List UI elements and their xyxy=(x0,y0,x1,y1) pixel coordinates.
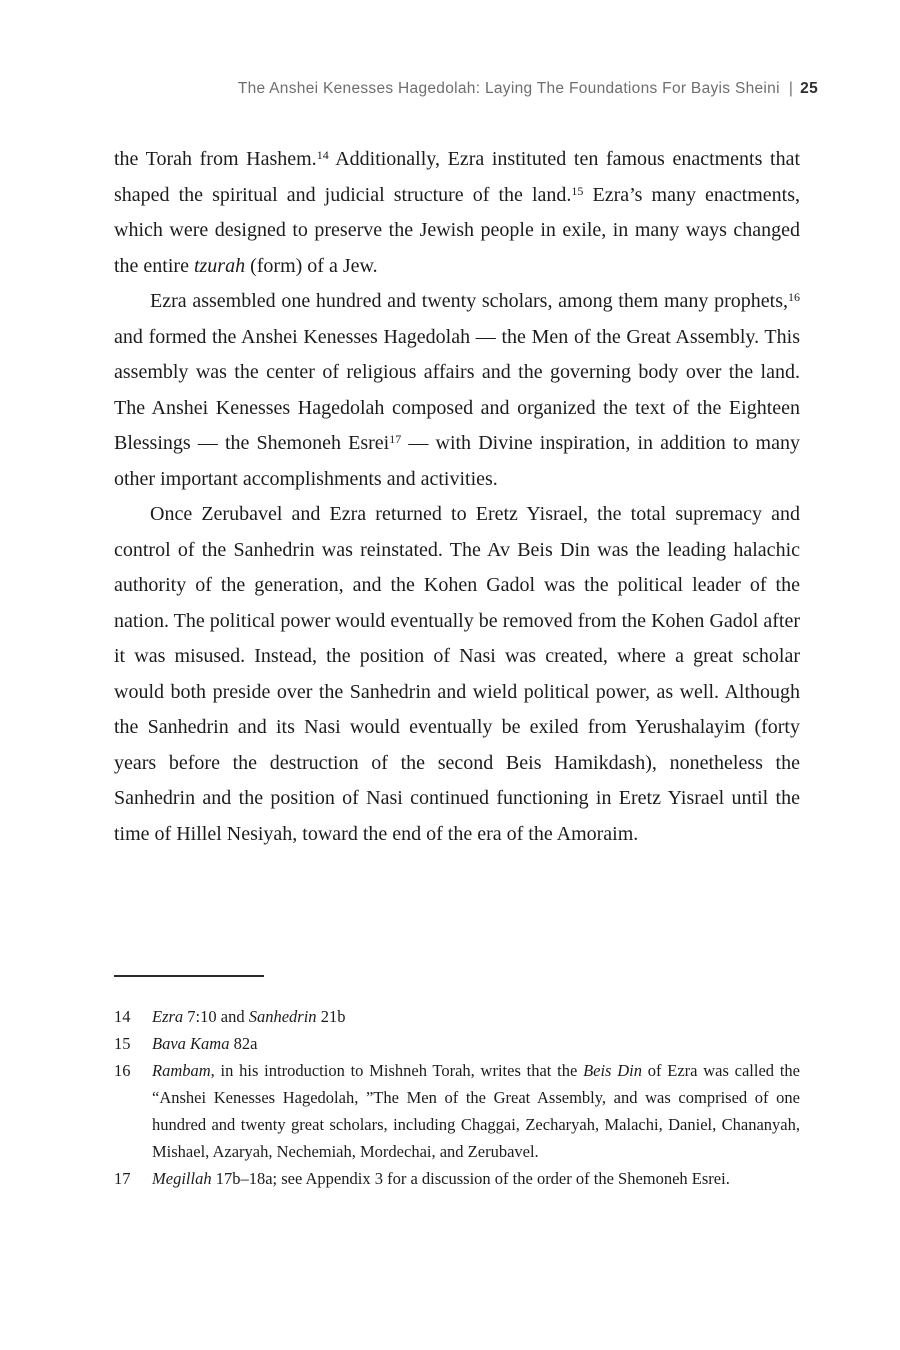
italic-text: Rambam xyxy=(152,1061,211,1080)
text-segment: — with Divine inspiration, in addition to many other important accomplishments and activities. xyxy=(114,432,800,490)
footnote-number: 14 xyxy=(114,1007,131,1026)
footnote-reference: 16 xyxy=(788,290,800,304)
footnote-text xyxy=(152,1061,800,1161)
paragraph xyxy=(114,284,800,497)
text-segment: and formed the Anshei Kenesses Hagedolah — the Men of the Great Assembly. This assembly was the center of religious affairs and the governing body over the land. The Anshei Kenesses Hagedolah composed and organized the text of the Eighteen Blessings — the Shemoneh Esrei xyxy=(114,325,800,454)
footnote-number: 15 xyxy=(114,1034,131,1053)
body-text xyxy=(114,142,800,852)
footnote-list xyxy=(114,1003,800,1192)
footnote-text xyxy=(152,1007,345,1026)
footnote-item xyxy=(114,1057,800,1165)
footnote-reference: 14 xyxy=(316,148,329,162)
text-segment: 21b xyxy=(316,1007,346,1026)
italic-text: Beis Din xyxy=(583,1061,642,1080)
footnote-text xyxy=(152,1169,730,1188)
text-segment: (form) of a Jew. xyxy=(245,254,378,277)
footnote-separator-rule xyxy=(114,975,264,977)
footnote-number: 16 xyxy=(114,1061,131,1080)
text-segment: Once Zerubavel and Ezra returned to Eretz Yisrael, the total supremacy and control of the Sanhedrin was reinstated. The Av Beis Din was the leading halachic authority of the generation, and the Kohen Gadol was the political leader of the nation. The political power would eventually be removed from the Kohen Gadol after it was misused. Instead, the position of Nasi was created, where a great scholar would both preside over the Sanhedrin and wield political power, as well. Although the Sanhedrin and its Nasi would eventually be exiled from Yerushalayim (forty years before the destruction of the second Beis Hamikdash), nonetheless the Sanhedrin and the position of Nasi continued functioning in Eretz Yisrael until the time of Hillel Nesiyah, toward the end of the era of the Amoraim. xyxy=(114,503,800,845)
footnote-text xyxy=(152,1034,257,1053)
footnote-item xyxy=(114,1165,800,1192)
text-segment: 7:10 and xyxy=(183,1007,249,1026)
text-segment: Ezra assembled one hundred and twenty scholars, among them many prophets, xyxy=(150,290,788,312)
italic-text: Sanhedrin xyxy=(248,1007,317,1026)
italic-text: Megillah xyxy=(152,1169,212,1188)
text-segment: , in his introduction to Mishneh Torah, writes that the xyxy=(210,1061,584,1080)
footnote-item xyxy=(114,1003,800,1030)
italic-text: Bava Kama xyxy=(152,1034,230,1053)
footnote-reference: 15 xyxy=(571,183,584,198)
text-segment: Ezra’s many enactments, which were designed to preserve the Jewish people in exile, in many ways changed the entire xyxy=(114,183,800,277)
italic-text: tzurah xyxy=(193,254,246,277)
text-segment: 82a xyxy=(229,1034,258,1053)
footnote-reference: 17 xyxy=(389,432,402,446)
text-segment: the Torah from Hashem. xyxy=(114,148,317,170)
page-number: 25 xyxy=(800,80,818,97)
page-header xyxy=(0,80,818,98)
header-divider-bar: | xyxy=(788,80,794,97)
footnote-number: 17 xyxy=(114,1169,131,1188)
running-head-title: The Anshei Kenesses Hagedolah: Laying The Foundations For Bayis Sheini xyxy=(237,80,780,97)
paragraph xyxy=(114,497,800,852)
footnote-item xyxy=(114,1030,800,1057)
footnotes-section xyxy=(114,975,800,1192)
paragraph xyxy=(114,142,800,284)
text-segment: Additionally, Ezra instituted ten famous enactments that shaped the spiritual and judicial structure of the land. xyxy=(114,148,801,206)
text-segment: of Ezra was called the “Anshei Kenesses Hagedolah, ”The Men of the Great Assembly, and was comprised of one hundred and twenty great scholars, including Chaggai, Zecharyah, Malachi, Daniel, Chananyah, Mishael, Azaryah, Nechemiah, Mordechai, and Zerubavel. xyxy=(152,1061,800,1161)
text-segment: 17b–18a; see Appendix 3 for a discussion of the order of the Shemoneh Esrei. xyxy=(211,1169,730,1188)
italic-text: Ezra xyxy=(152,1007,184,1026)
